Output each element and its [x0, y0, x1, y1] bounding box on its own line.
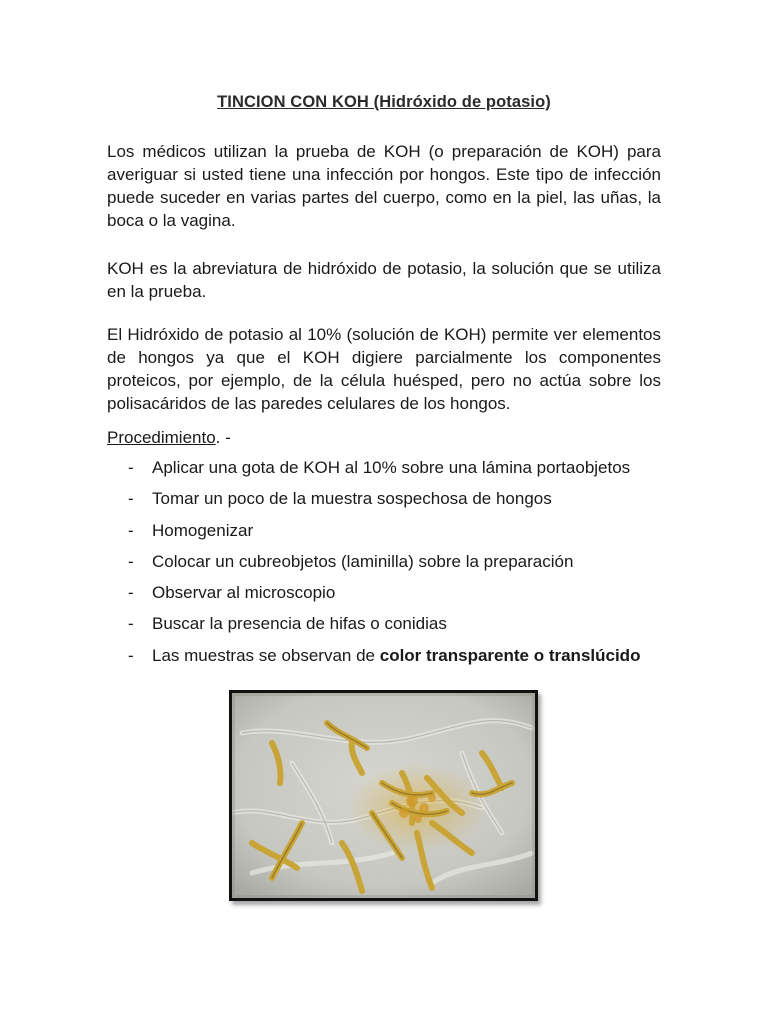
- bullet-dash: -: [128, 520, 134, 540]
- paragraph-intro: Los médicos utilizan la prueba de KOH (o preparación de KOH) para averiguar si usted tiene una infección por hongos. Este tipo de infección puede suceder en varias partes del cuerpo, como en la piel, las uñas, la boca o la vagina.: [107, 142, 661, 230]
- microscope-photo: [229, 690, 538, 901]
- document-title: TINCION CON KOH (Hidróxido de potasio): [217, 93, 551, 111]
- step-text-bold: color transparente o translúcido: [379, 645, 641, 665]
- step-text: Tomar un poco de la muestra sospechosa de hongos: [152, 489, 552, 509]
- bullet-dash: -: [128, 645, 134, 665]
- microscope-photo-koh-fungal-hyphae-icon: [232, 693, 535, 898]
- list-item: [107, 579, 707, 610]
- bullet-dash: -: [128, 614, 134, 634]
- step-text-prefix: Las muestras se observan de: [152, 645, 380, 665]
- step-text: Colocar un cubreobjetos (laminilla) sobre la preparación: [152, 551, 574, 571]
- step-text: Homogenizar: [152, 520, 254, 540]
- step-text-last: [152, 644, 640, 667]
- bullet-dash: -: [128, 458, 134, 477]
- list-item: [107, 517, 707, 548]
- procedure-heading-label: Procedimiento: [107, 428, 216, 447]
- list-item: [107, 454, 707, 485]
- step-text: Buscar la presencia de hifas o conidias: [152, 614, 447, 634]
- paragraph-koh-definition: KOH es la abreviatura de hidróxido de potasio, la solución que se utiliza en la prueba.: [107, 259, 661, 301]
- procedure-heading: [107, 426, 231, 449]
- bullet-dash: -: [128, 551, 134, 571]
- procedure-steps-list: [107, 454, 707, 673]
- list-item: [107, 642, 707, 673]
- procedure-heading-suffix: . -: [215, 428, 231, 447]
- step-text: Observar al microscopio: [152, 583, 336, 603]
- paragraph-koh-mechanism: El Hidróxido de potasio al 10% (solución de KOH) permite ver elementos de hongos ya que el KOH digiere parcialmente los componentes proteicos, por ejemplo, de la célula huésped, pero no actúa sobre los polisacáridos de las paredes celulares de los hongos.: [107, 325, 661, 413]
- bullet-dash: -: [128, 583, 134, 603]
- list-item: [107, 548, 707, 579]
- step-text: Aplicar una gota de KOH al 10% sobre una lámina portaobjetos: [152, 458, 631, 477]
- list-item: [107, 610, 707, 641]
- bullet-dash: -: [128, 489, 134, 509]
- list-item: [107, 485, 707, 516]
